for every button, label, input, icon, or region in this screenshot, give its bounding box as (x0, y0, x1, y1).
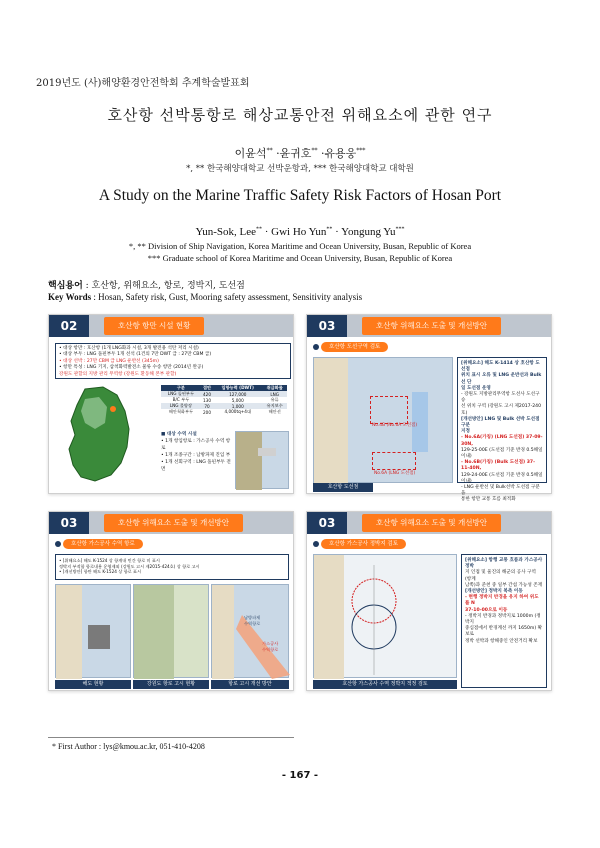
chart-notice (133, 584, 209, 678)
keywords-korean: 핵심용어 : 호산항, 위해요소, 항로, 정박지, 도선점 (48, 281, 245, 291)
slide-number: 02 (49, 315, 89, 337)
anchorage-notes: [위해요소] 항행 교통 흐름과 가스공사 정박 지 인접 및 울진의 해군의 공사 구역 (항계 남쪽)과 준천 중 일부 간섭 가능성 존재 [개선방안] 정박지 복측 이동 - 현행 정박지 반경을 유지 하여 위도를 N 37-10-00으로 이동 - 정박지 반경과 정박지로 1000m (정박지 중심점에서 반경계선 까지 1650m) 확보로 정박 선박과 항해중인 안전거리 확보 (461, 554, 547, 688)
section-subtitle: 호산항 가스공사 정박지 검토 (321, 539, 406, 549)
caption-improved: 항로 고시 개선 방안 (211, 680, 289, 689)
slide-title: 호산항 위해요소 도출 및 개선방안 (362, 317, 501, 335)
bullet-dot (313, 344, 319, 350)
map-caption: 호산항 가스공사 수역 정박지 적정 검토 (313, 680, 457, 689)
chart-improved (211, 584, 289, 678)
fairway-arrow (212, 585, 290, 679)
paper-title-english: A Study on the Marine Traffic Safety Risk Factors of Hosan Port (98, 187, 502, 204)
affiliation-english-2: *** Graduate school of Korea Maritime and Ocean University, Busan, Republic of Korea (147, 253, 453, 263)
map-caption: 호산항 도선점 (313, 483, 373, 492)
paper-title-korean: 호산항 선박통항로 해상교통안전 위해요소에 관한 연구 (107, 106, 493, 124)
slide-title: 호산항 위해요소 도출 및 개선방안 (104, 514, 243, 532)
slide-fairway (48, 511, 294, 691)
anchorage-circles (314, 555, 458, 679)
label-south-breakwater: 남방파제 수역항로 (244, 615, 261, 626)
page-number: - 167 - (281, 770, 319, 781)
berth-table: 구분 접안 입항능력 (DWT) 취급화물 LNG 돌핀부두 420 127,000 LNG B/C 부두 130 5,000 유류 LNG 물양장 70 1,000 유지보수 해안척화부두 200 4,000tq+4대 해안선 (161, 385, 287, 415)
slide-title: 호산항 항만 시설 현황 (104, 317, 204, 335)
affiliation-korean: *, ** 한국해양대학교 선박운항과, *** 한국해양대학교 대학원 (186, 164, 414, 174)
caption-current: 해도 현황 (55, 680, 131, 689)
facility-bullets: • 대상 항만 : 호산항 (1개 LNG화과 시설, 3개 발전용 석탄 저리 시설) • 대상 부두 : LNG 돌핀부두 1개 선석 (1건의 7만 DWT 급 : 27만 CBM 급) • 대상 선박 : 27만 CBM 급 LNG 운반선 (345m) • 항만 특성 : LNG 기지, 삼척화력발전소 물류 수송 항만 (2014년 완공) 강원도 관할의 지방 관리 무역항 (강원도 환동해 본부 관할) (55, 343, 291, 379)
slide-number: 03 (49, 512, 89, 534)
port-aerial-photo (235, 431, 289, 489)
pilot-label-a: No.4B (No.6A 도선점) (372, 423, 418, 428)
pilot-area-chart (313, 357, 453, 483)
bullet-dot (55, 541, 61, 547)
slide-number: 03 (307, 315, 347, 337)
affiliation-english-1: *, ** Division of Ship Navigation, Korea Maritime and Ocean University, Busan, Republic of Korea (128, 241, 472, 251)
korea-peninsula-map (55, 383, 155, 487)
breakwater (88, 625, 110, 649)
bullet-dot (313, 541, 319, 547)
pilot-zone-a (370, 396, 408, 424)
slide-pilot-station (306, 314, 552, 503)
pilot-zone-b (372, 452, 416, 470)
risk-improvement-notes: [위해요소] 해도 K-1414 상 호산항 도선점 위치 표시 오류 및 LNG 운반선과 Bulk선 단 일 도선점 운영 - 강원도 지방관리무역항 도선사 도선구 승 선 위치 구역 (강원도 고시 제2017-240 호) [개선방안] LNG 및 Bulk 선박 도선점 구분 지정 - No.6A(가칭) (LNG 도선점) 37-09-30N, 129-25-00E (도선점 기준 반경 0.5해일 이내) - No.6B(가칭) (Bulk 도선점) 37-11-40N, 129-24-00E (도선점 기준 반경 0.5해일 이내) - LNG 운반선 및 Bulk선박 도선점 구분을 통한 항만 교통 흐름 최적화 (457, 357, 547, 483)
authors-korean: 이윤석** ·윤귀호** ·유용웅*** (234, 147, 366, 160)
caption-notice: 강원도 항로 고시 현황 (133, 680, 209, 689)
keywords-english: Key Words : Hosan, Safety risk, Gust, Mooring safety assessment, Sensitivity analysis (48, 292, 363, 302)
conference-header: 2019년도 (사)해양환경안전학회 추계학술발표회 (36, 78, 250, 89)
fairway-notes: • [위해요소] 해도 K-1524 상 항계내 민간 항로 미 표시 정박지 부적합 항로내용 운영제외 (강원도 고시 제2015-424호) 상 항로 고시 • [개선방안] 항만 해도 K-1524 상 항로 표시 (55, 554, 289, 580)
slide-number: 03 (307, 512, 347, 534)
slide-title: 호산항 위해요소 도출 및 개선방안 (362, 514, 501, 532)
footnote-divider (48, 737, 294, 738)
pilot-label-b: No.6A (LNG 도선점) (374, 471, 416, 476)
label-gas-fairway: 가스공사 수역항로 (262, 641, 279, 652)
section-subtitle: 호산항 도선구역 검토 (321, 342, 388, 352)
first-author-footnote: * First Author : lys@kmou.ac.kr, 051-410-4208 (52, 742, 205, 751)
slide-anchorage (306, 511, 552, 691)
authors-english: Yun-Sok, Lee** · Gwi Ho Yun** · Yongung Yu*** (195, 226, 405, 238)
section-subtitle: 호산항 가스공사 수역 항로 (63, 539, 143, 549)
chart-current (55, 584, 131, 678)
target-area-list: ■ 대상 수역 시설 • 1개 항입항로 : 가스공사 수역 항로 • 1개 조종구간 : 남방파제 진입 부 • 1개 선회구역 : LNG 돌핀부두 전면 (161, 432, 231, 472)
slide-port-facilities (48, 314, 294, 494)
anchorage-chart (313, 554, 457, 678)
